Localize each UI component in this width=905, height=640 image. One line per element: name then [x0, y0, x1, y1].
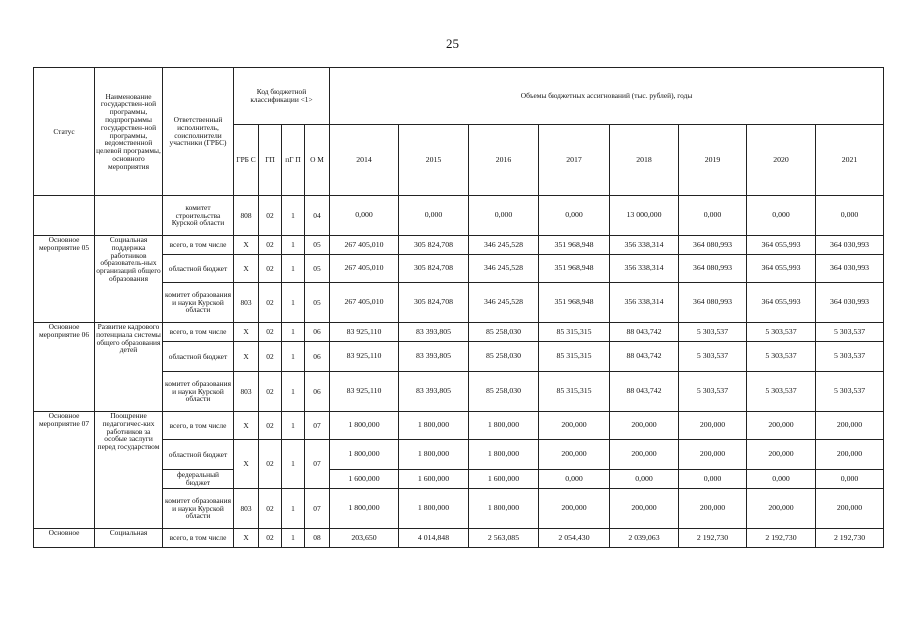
responsible-cell: комитет образования и науки Курской области — [163, 489, 234, 529]
value-cell: 200,000 — [610, 412, 679, 440]
value-cell: 1 800,000 — [330, 489, 399, 529]
responsible-cell: комитет образования и науки Курской области — [163, 372, 234, 412]
table-row — [34, 196, 884, 236]
value-cell: 200,000 — [610, 440, 679, 470]
om-cell: 07 — [305, 489, 330, 529]
value-cell: 351 968,948 — [539, 236, 610, 255]
value-cell: 1 800,000 — [330, 412, 399, 440]
status-cell — [34, 196, 95, 236]
value-cell: 0,000 — [539, 196, 610, 236]
responsible-cell: областной бюджет — [163, 342, 234, 372]
value-cell: 346 245,528 — [469, 255, 539, 283]
value-cell: 0,000 — [330, 196, 399, 236]
om-cell: 06 — [305, 372, 330, 412]
gp-cell: 02 — [259, 529, 282, 548]
value-cell: 200,000 — [747, 440, 816, 470]
value-cell: 4 014,848 — [399, 529, 469, 548]
value-cell: 0,000 — [747, 196, 816, 236]
value-cell: 364 080,993 — [679, 283, 747, 323]
value-cell: 1 800,000 — [399, 489, 469, 529]
responsible-cell: всего, в том числе — [163, 412, 234, 440]
header-status: Статус — [34, 68, 95, 196]
table-row — [34, 236, 884, 255]
table-row — [34, 412, 884, 440]
value-cell: 0,000 — [679, 196, 747, 236]
header-name: Наименование государствен-ной программы, подпрограммы государствен-ной программы, ведомственной целевой программы, основного мероприятия — [95, 68, 163, 196]
value-cell: 88 043,742 — [610, 372, 679, 412]
responsible-cell: всего, в том числе — [163, 236, 234, 255]
pgp-cell: 1 — [282, 440, 305, 489]
value-cell: 200,000 — [539, 440, 610, 470]
value-cell: 5 303,537 — [816, 323, 884, 342]
pgp-cell: 1 — [282, 283, 305, 323]
value-cell: 364 030,993 — [816, 283, 884, 323]
pgp-cell: 1 — [282, 372, 305, 412]
value-cell: 83 393,805 — [399, 342, 469, 372]
om-cell: 06 — [305, 342, 330, 372]
gp-cell: 02 — [259, 342, 282, 372]
gp-cell: 02 — [259, 489, 282, 529]
status-cell: Основное — [34, 529, 95, 548]
pgp-cell: 1 — [282, 529, 305, 548]
gp-cell: 02 — [259, 440, 282, 489]
value-cell: 200,000 — [747, 489, 816, 529]
header-pgp: пГ П — [282, 125, 305, 196]
value-cell: 5 303,537 — [747, 323, 816, 342]
value-cell: 83 393,805 — [399, 372, 469, 412]
header-volumes: Объемы бюджетных ассигнований (тыс. рублей), годы — [330, 68, 884, 125]
value-cell: 13 000,000 — [610, 196, 679, 236]
value-cell: 346 245,528 — [469, 236, 539, 255]
value-cell: 200,000 — [539, 489, 610, 529]
value-cell: 200,000 — [610, 489, 679, 529]
value-cell: 1 800,000 — [399, 412, 469, 440]
value-cell: 364 055,993 — [747, 255, 816, 283]
value-cell: 0,000 — [816, 470, 884, 489]
om-cell: 05 — [305, 236, 330, 255]
grbs-cell: X — [234, 255, 259, 283]
gp-cell: 02 — [259, 255, 282, 283]
responsible-cell: всего, в том числе — [163, 529, 234, 548]
value-cell: 5 303,537 — [679, 372, 747, 412]
responsible-cell: комитет строительства Курской области — [163, 196, 234, 236]
value-cell: 200,000 — [539, 412, 610, 440]
header-year: 2019 — [679, 125, 747, 196]
value-cell: 83 925,110 — [330, 342, 399, 372]
gp-cell: 02 — [259, 236, 282, 255]
value-cell: 85 315,315 — [539, 342, 610, 372]
pgp-cell: 1 — [282, 342, 305, 372]
value-cell: 88 043,742 — [610, 323, 679, 342]
value-cell: 351 968,948 — [539, 283, 610, 323]
value-cell: 85 258,030 — [469, 323, 539, 342]
om-cell: 05 — [305, 283, 330, 323]
value-cell: 0,000 — [679, 470, 747, 489]
pgp-cell: 1 — [282, 255, 305, 283]
value-cell: 0,000 — [747, 470, 816, 489]
value-cell: 200,000 — [679, 412, 747, 440]
name-cell — [95, 196, 163, 236]
value-cell: 83 393,805 — [399, 323, 469, 342]
value-cell: 305 824,708 — [399, 283, 469, 323]
value-cell: 364 030,993 — [816, 255, 884, 283]
value-cell: 83 925,110 — [330, 323, 399, 342]
header-row-1 — [34, 68, 884, 125]
name-cell: Социальная — [95, 529, 163, 548]
value-cell: 5 303,537 — [816, 372, 884, 412]
gp-cell: 02 — [259, 412, 282, 440]
value-cell: 305 824,708 — [399, 255, 469, 283]
om-cell: 07 — [305, 440, 330, 489]
header-year: 2016 — [469, 125, 539, 196]
header-year: 2015 — [399, 125, 469, 196]
header-grbs: ГРБ С — [234, 125, 259, 196]
value-cell: 88 043,742 — [610, 342, 679, 372]
grbs-cell: X — [234, 440, 259, 489]
value-cell: 356 338,314 — [610, 283, 679, 323]
pgp-cell: 1 — [282, 236, 305, 255]
value-cell: 1 600,000 — [330, 470, 399, 489]
value-cell: 351 968,948 — [539, 255, 610, 283]
header-year: 2021 — [816, 125, 884, 196]
om-cell: 05 — [305, 255, 330, 283]
header-om: О М — [305, 125, 330, 196]
value-cell: 356 338,314 — [610, 255, 679, 283]
value-cell: 364 030,993 — [816, 236, 884, 255]
responsible-cell: областной бюджет — [163, 440, 234, 470]
value-cell: 1 800,000 — [469, 412, 539, 440]
table-row — [34, 323, 884, 342]
value-cell: 200,000 — [679, 489, 747, 529]
status-cell: Основное мероприятие 05 — [34, 236, 95, 323]
value-cell: 267 405,010 — [330, 283, 399, 323]
pgp-cell: 1 — [282, 489, 305, 529]
value-cell: 364 080,993 — [679, 255, 747, 283]
value-cell: 0,000 — [816, 196, 884, 236]
grbs-cell: 808 — [234, 196, 259, 236]
header-year: 2020 — [747, 125, 816, 196]
name-cell: Социальная поддержка работников образователь-ных организаций общего образования — [95, 236, 163, 323]
value-cell: 5 303,537 — [679, 342, 747, 372]
value-cell: 267 405,010 — [330, 255, 399, 283]
grbs-cell: X — [234, 342, 259, 372]
status-cell: Основное мероприятие 07 — [34, 412, 95, 529]
grbs-cell: X — [234, 412, 259, 440]
value-cell: 1 800,000 — [399, 440, 469, 470]
grbs-cell: X — [234, 323, 259, 342]
om-cell: 06 — [305, 323, 330, 342]
value-cell: 1 800,000 — [469, 440, 539, 470]
pgp-cell: 1 — [282, 196, 305, 236]
om-cell: 04 — [305, 196, 330, 236]
header-gp: ГП — [259, 125, 282, 196]
responsible-cell: областной бюджет — [163, 255, 234, 283]
value-cell: 1 800,000 — [469, 489, 539, 529]
grbs-cell: 803 — [234, 283, 259, 323]
value-cell: 5 303,537 — [747, 342, 816, 372]
value-cell: 85 258,030 — [469, 372, 539, 412]
value-cell: 200,000 — [816, 489, 884, 529]
header-budget-code: Код бюджетной классификации <1> — [234, 68, 330, 125]
value-cell: 305 824,708 — [399, 236, 469, 255]
value-cell: 5 303,537 — [816, 342, 884, 372]
value-cell: 200,000 — [816, 412, 884, 440]
om-cell: 07 — [305, 412, 330, 440]
gp-cell: 02 — [259, 283, 282, 323]
table-row — [34, 529, 884, 548]
header-responsible: Ответственный исполнитель, соисполнители участники (ГРБС) — [163, 68, 234, 196]
value-cell: 5 303,537 — [679, 323, 747, 342]
value-cell: 267 405,010 — [330, 236, 399, 255]
value-cell: 2 192,730 — [816, 529, 884, 548]
header-year: 2017 — [539, 125, 610, 196]
status-cell: Основное мероприятие 06 — [34, 323, 95, 412]
value-cell: 5 303,537 — [747, 372, 816, 412]
value-cell: 85 315,315 — [539, 372, 610, 412]
pgp-cell: 1 — [282, 323, 305, 342]
value-cell: 85 258,030 — [469, 342, 539, 372]
budget-table — [33, 67, 884, 548]
value-cell: 83 925,110 — [330, 372, 399, 412]
grbs-cell: 803 — [234, 372, 259, 412]
value-cell: 0,000 — [610, 470, 679, 489]
value-cell: 364 055,993 — [747, 236, 816, 255]
value-cell: 200,000 — [679, 440, 747, 470]
value-cell: 200,000 — [747, 412, 816, 440]
value-cell: 0,000 — [469, 196, 539, 236]
name-cell: Поощрение педагогичес-ких работников за особые заслуги перед государством — [95, 412, 163, 529]
value-cell: 85 315,315 — [539, 323, 610, 342]
om-cell: 08 — [305, 529, 330, 548]
value-cell: 2 192,730 — [747, 529, 816, 548]
value-cell: 2 039,063 — [610, 529, 679, 548]
pgp-cell: 1 — [282, 412, 305, 440]
value-cell: 364 080,993 — [679, 236, 747, 255]
value-cell: 1 600,000 — [469, 470, 539, 489]
value-cell: 1 800,000 — [330, 440, 399, 470]
grbs-cell: 803 — [234, 489, 259, 529]
name-cell: Развитие кадрового потенциала системы общего образования детей — [95, 323, 163, 412]
page-number: 25 — [446, 36, 459, 51]
value-cell: 364 055,993 — [747, 283, 816, 323]
value-cell: 356 338,314 — [610, 236, 679, 255]
value-cell: 346 245,528 — [469, 283, 539, 323]
value-cell: 2 054,430 — [539, 529, 610, 548]
header-year: 2018 — [610, 125, 679, 196]
value-cell: 2 563,085 — [469, 529, 539, 548]
responsible-cell: комитет образования и науки Курской области — [163, 283, 234, 323]
value-cell: 1 600,000 — [399, 470, 469, 489]
value-cell: 0,000 — [539, 470, 610, 489]
header-year: 2014 — [330, 125, 399, 196]
value-cell: 203,650 — [330, 529, 399, 548]
responsible-cell: всего, в том числе — [163, 323, 234, 342]
grbs-cell: X — [234, 529, 259, 548]
gp-cell: 02 — [259, 323, 282, 342]
value-cell: 0,000 — [399, 196, 469, 236]
value-cell: 200,000 — [816, 440, 884, 470]
responsible-cell: федеральный бюджет — [163, 470, 234, 489]
gp-cell: 02 — [259, 196, 282, 236]
gp-cell: 02 — [259, 372, 282, 412]
value-cell: 2 192,730 — [679, 529, 747, 548]
grbs-cell: X — [234, 236, 259, 255]
